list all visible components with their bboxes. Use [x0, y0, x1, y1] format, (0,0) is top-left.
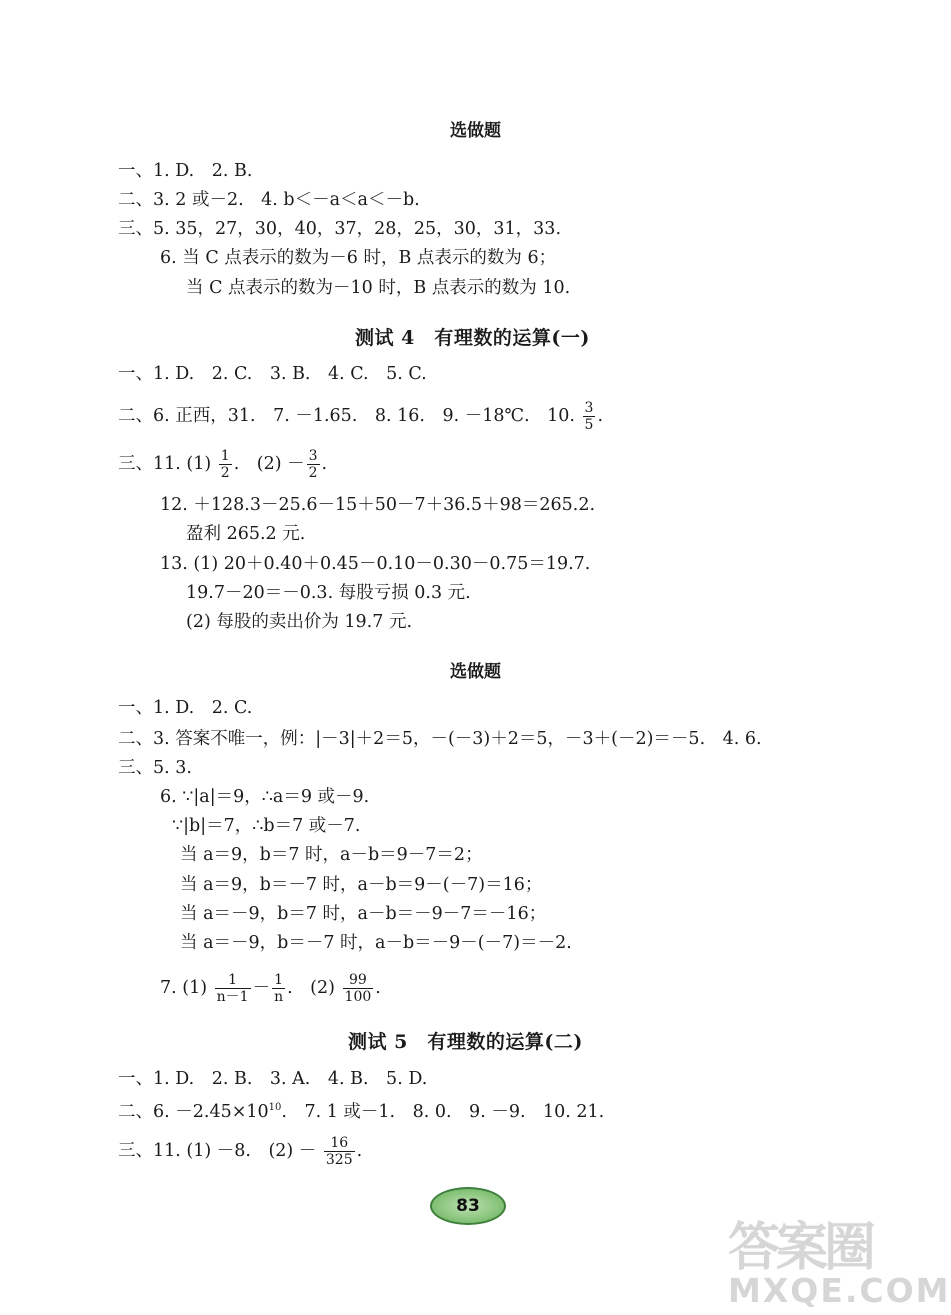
answer-line: (2) 每股的卖出价为 19.7 元. — [186, 612, 413, 632]
answer-line: 当 C 点表示的数为－10 时，B 点表示的数为 10. — [186, 278, 571, 298]
answer-line-with-fraction: 7. (1) $\frac{1}{n-1}$ － $\frac{1}{n}$ . (2) $\frac{99}{100}$ . — [160, 972, 381, 1005]
fraction: $\frac{16}{325}$ — [325, 1135, 353, 1168]
site-watermark-logo: 答案圈 MXQE.COM — [728, 1218, 951, 1310]
section-title-test-5: 测试 5 有理数的运算(二) — [348, 1031, 583, 1053]
fraction: $\frac{99}{100}$ — [344, 972, 372, 1005]
answer-line: 6. ∵|a|＝9，∴a＝9 或－9. — [160, 787, 370, 807]
section-title-test-4: 测试 4 有理数的运算(一) — [355, 327, 590, 349]
fraction: $\frac{3}{2}$ — [308, 448, 318, 481]
answer-line: 一、1. D. 2. C. — [118, 698, 253, 718]
answer-line: 19.7－20＝－0.3. 每股亏损 0.3 元. — [186, 583, 471, 603]
answer-line-with-exponent: 二、6. $-2.45\times 10^{10}$. 7. 1 或－1. 8. 0. 9. －9. 10. 21. — [118, 1101, 605, 1122]
page-number-badge: 83 — [430, 1187, 506, 1225]
fraction: $\frac{1}{2}$ — [220, 448, 230, 481]
answer-line: 二、3. 答案不唯一，例：|－3|＋2＝5，－(－3)＋2＝5，－3＋(－2)＝－5. 4. 6. — [118, 729, 762, 749]
answer-line: 三、5. 3. — [118, 758, 192, 778]
fraction: $\frac{3}{5}$ — [584, 400, 594, 433]
answer-line: 当 a＝－9，b＝7 时，a－b＝－9－7＝－16； — [180, 904, 547, 924]
answer-line: 一、1. D. 2. C. 3. B. 4. C. 5. C. — [118, 364, 427, 384]
answer-line: 一、1. D. 2. B. 3. A. 4. B. 5. D. — [118, 1069, 428, 1089]
answer-line: 当 a＝9，b＝－7 时，a－b＝9－(－7)＝16； — [180, 875, 543, 895]
answer-line: 6. 当 C 点表示的数为－6 时，B 点表示的数为 6； — [160, 248, 557, 268]
optional-questions-heading-1: 选做题 — [450, 121, 501, 141]
answer-line: 盈利 265.2 元. — [186, 524, 306, 544]
fraction: $\frac{1}{n-1}$ — [216, 972, 249, 1005]
answer-line: 当 a＝9，b＝7 时，a－b＝9－7＝2； — [180, 845, 483, 865]
fraction: $\frac{1}{n}$ — [274, 972, 284, 1005]
answer-line: 一、1. D. 2. B. — [118, 161, 253, 181]
answer-line: 12. ＋128.3－25.6－15＋50－7＋36.5＋98＝265.2. — [160, 495, 596, 515]
answer-line: 13. (1) 20＋0.40＋0.45－0.10－0.30－0.75＝19.7. — [160, 554, 591, 574]
optional-questions-heading-2: 选做题 — [450, 662, 501, 682]
answer-line: 二、3. 2 或－2. 4. b＜－a＜a＜－b. — [118, 190, 420, 210]
answer-line: ∵|b|＝7，∴b＝7 或－7. — [172, 816, 361, 836]
answer-line-with-fraction: 三、11. (1) $\frac{1}{2}$ . (2) － $\frac{3}{2}$ . — [118, 448, 328, 481]
answer-line-with-fraction: 二、6. 正西，31. 7. －1.65. 8. 16. 9. －18℃. 10. $\frac{3}{5}$ . — [118, 400, 604, 433]
answer-line: 当 a＝－9，b＝－7 时，a－b＝－9－(－7)＝－2. — [180, 933, 572, 953]
answer-line-with-fraction: 三、11. (1) －8. (2) － $\frac{16}{325}$ . — [118, 1135, 363, 1168]
answer-line: 三、5. 35，27，30，40，37，28，25，30，31，33. — [118, 219, 562, 239]
